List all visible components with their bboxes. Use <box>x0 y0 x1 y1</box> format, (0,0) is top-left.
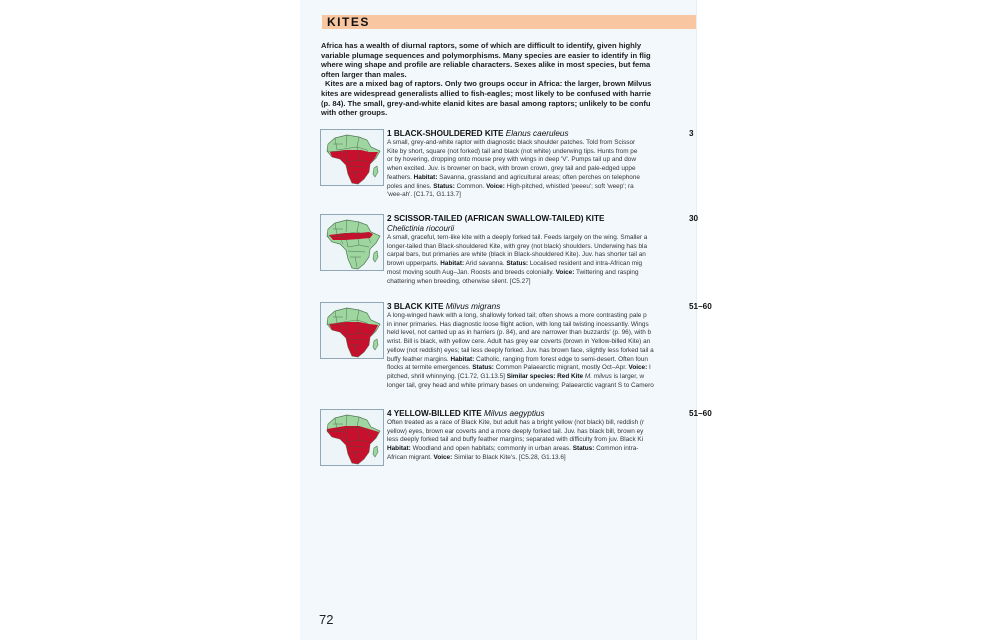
species-description-line: African migrant. Voice: Similar to Black Kite's. [C5.28, G1.13.6] <box>387 453 566 461</box>
species-scientific-name: Elanus caeruleus <box>505 129 569 138</box>
range-map-frame <box>320 129 384 186</box>
species-description-line: yellow) eyes, brown ear coverts and a more deeply forked tail. Juv. has black bill, brown ey <box>387 427 644 435</box>
species-title <box>387 302 760 312</box>
intro-line: where wing shape and profile are reliable characters. Sexes alike in most species, but fema <box>321 60 651 70</box>
species-description-line: in inner primaries. Has diagnostic loose flight action, with long tail twisting incessantly. Wings <box>387 320 649 328</box>
species-text <box>387 129 760 200</box>
intro-line: (p. 84). The small, grey-and-white elanid kites are basal among raptors; unlikely to be confu <box>321 98 651 108</box>
intro-paragraph <box>321 41 741 118</box>
book-page <box>300 0 712 640</box>
species-description-line: 'wee-ah'. [C1.71, G1.13.7] <box>387 191 461 199</box>
africa-range-map <box>321 215 383 270</box>
map-madagascar <box>373 339 378 350</box>
species-number: 4 <box>387 409 394 418</box>
range-map-frame <box>320 214 384 271</box>
species-description-line: pitched, shrill whinnying. [C1.72, G1.13.5] Similar species: Red Kite M. milvus is larger, w <box>387 372 645 380</box>
species-common-name: BLACK-SHOULDERED KITE <box>393 129 504 138</box>
species-description-line: when excited. Juv. is browner on back, with brown crown, grey tail and pale-edged uppe <box>387 165 636 173</box>
species-description-line: A long-winged hawk with a long, shallowly forked tail; often shows a more contrasting pale p <box>387 312 647 319</box>
species-number: 1 <box>387 129 394 138</box>
map-madagascar <box>373 446 378 457</box>
species-number: 2 <box>387 214 394 223</box>
species-description-line: flocks at termite emergences. Status: Common Palaearctic migrant, mostly Oct–Apr. Voice: I <box>387 364 651 372</box>
intro-line: with other groups. <box>321 108 388 118</box>
species-size: 51–60 <box>689 302 712 311</box>
intro-line: Africa has a wealth of diurnal raptors, some of which are difficult to identify, given highly <box>321 41 642 50</box>
section-header-band <box>322 15 696 29</box>
intro-line: kites are widespread generalists allied to fish-eagles; most likely to be confused with harrie <box>321 88 652 98</box>
species-scientific-name: Chelictinia riocourii <box>387 224 455 233</box>
species-description-line: feathers. Habitat: Savanna, grassland and agricultural areas; often perches on telephone <box>387 173 640 181</box>
species-common-name: YELLOW-BILLED KITE <box>393 409 482 418</box>
intro-line: Kites are a mixed bag of raptors. Only two groups occur in Africa: the larger, brown Milvus <box>325 79 652 89</box>
species-description-line: chattering when breeding, otherwise silent. [C5.27] <box>387 277 531 285</box>
species-description-line: brown upperparts. Habitat: Arid savanna. Status: Localised resident and intra-African mig <box>387 260 643 268</box>
africa-range-map <box>321 130 383 185</box>
species-size: 3 <box>689 129 694 138</box>
species-description-line: Kite by short, square (not forked) tail and black (not white) underwing tips. Hunts from pe <box>387 147 638 155</box>
species-description-line: wrist. Bill is black, with yellow cere. Adult has grey ear coverts (brown in Yellow-billed Kite) an <box>387 338 651 346</box>
species-description-line: buffy feather margins. Habitat: Catholic, ranging from forest edge to semi-desert. Often foun <box>387 355 648 363</box>
species-description-line: carpal bars, but primaries are white (black in Black-shouldered Kite). Juv. has shorter tail an <box>387 251 646 259</box>
africa-range-map <box>321 303 383 358</box>
species-description-line: longer tail, grey head and white primary bases on underwing; Palaearctic vagrant S to Camero <box>387 381 654 389</box>
species-description-line: Habitat: Woodland and open habitats; commonly in urban areas. Status: Common intra- <box>387 445 639 453</box>
range-map-frame <box>320 409 384 466</box>
map-land <box>327 220 380 269</box>
species-number: 3 <box>387 302 394 311</box>
range-area <box>330 150 378 184</box>
species-common-name: BLACK KITE <box>393 302 444 311</box>
species-description-line: yellow (not reddish) eyes; tail less deeply forked. Juv. has brown face, slightly less forked tail a <box>387 346 654 354</box>
range-area <box>327 426 379 464</box>
species-description-line: less deeply forked tail and buffy feather margins; separated with difficulty from juv. Black Ki <box>387 436 644 444</box>
africa-range-map <box>321 410 383 465</box>
species-description-line: longer-tailed than Black-shouldered Kite, with grey (not black) shoulders. Underwing has bla <box>387 242 648 250</box>
species-description-line: or by hovering, dropping onto mouse prey with wings in deep 'V'. Pumps tail up and dow <box>387 156 636 164</box>
page-number: 72 <box>319 612 334 627</box>
species-description-line: A small, grey-and-white raptor with diagnostic black shoulder patches. Told from Scissor <box>387 139 636 146</box>
species-description-line: A small, graceful, tern-like kite with a deeply forked tail. Feeds largely on the wing. Smaller a <box>387 234 648 241</box>
species-text <box>387 214 760 286</box>
species-common-name: SCISSOR-TAILED (AFRICAN SWALLOW-TAILED) KITE <box>393 214 605 223</box>
species-text <box>387 302 760 390</box>
intro-line: often larger than males. <box>321 69 407 79</box>
range-map-frame <box>320 302 384 359</box>
species-description-line: Often treated as a race of Black Kite, but adult has a bright yellow (not black) bill, reddish (r <box>387 419 645 426</box>
species-title <box>387 409 760 419</box>
species-scientific-name: Milvus aegyptius <box>484 409 545 418</box>
map-madagascar <box>373 166 378 177</box>
map-madagascar <box>373 251 378 262</box>
species-title <box>387 129 760 139</box>
species-title <box>387 214 760 224</box>
species-size: 30 <box>689 214 699 223</box>
intro-line: variable plumage sequences and polymorphisms. Many species are easier to identify in flig <box>321 50 651 60</box>
section-title: KITES <box>327 15 370 29</box>
species-size: 51–60 <box>689 409 712 418</box>
species-description-line: poles and lines. Status: Common. Voice: High-pitched, whistled 'peeeu'; soft 'weep'; ra <box>387 182 634 190</box>
species-scientific-name: Milvus migrans <box>445 302 501 311</box>
species-description-line: held level, not canted up as in harriers (p. 84), and are narrower than buzzards' (p. 96), with b <box>387 329 652 337</box>
species-description-line: most moving south Aug–Jan. Roosts and breeds colonially. Voice: Twittering and rasping <box>387 268 639 276</box>
species-text <box>387 409 760 463</box>
